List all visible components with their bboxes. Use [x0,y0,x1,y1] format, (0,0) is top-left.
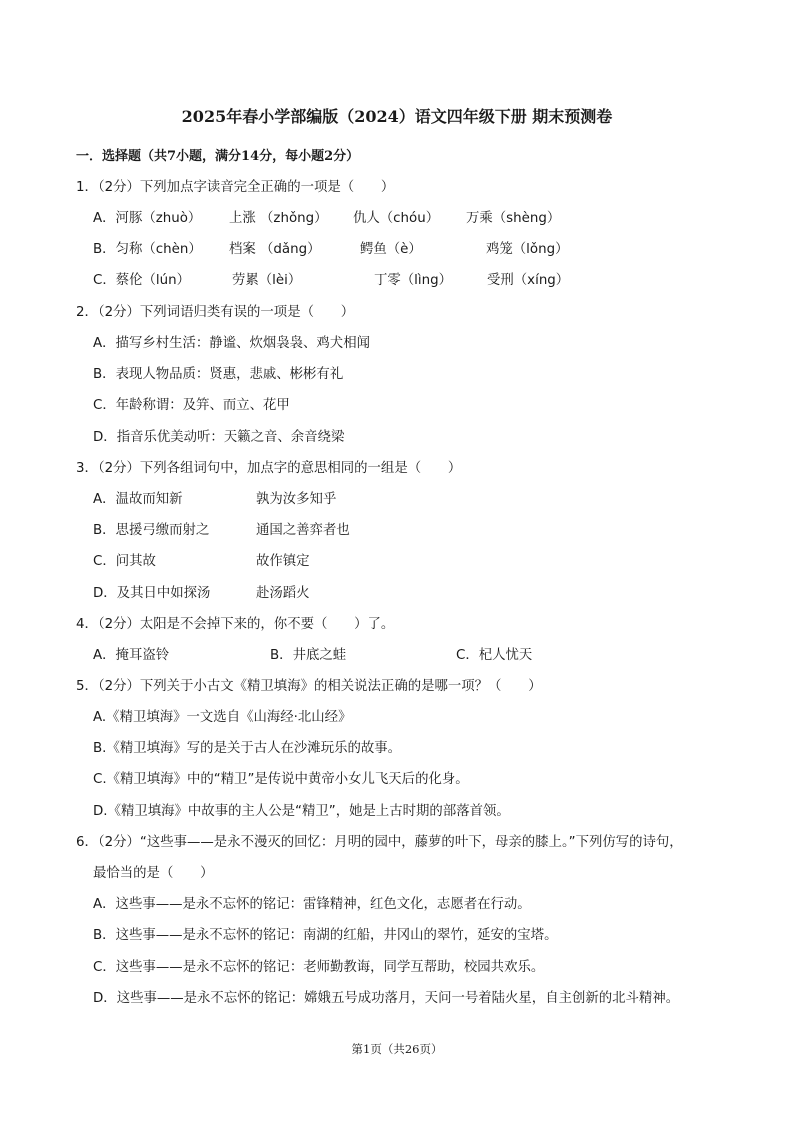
q3-option-b-2: 通国之善弈者也 [256,523,350,538]
q3-option-d-2: 赴汤蹈火 [256,586,310,601]
q4-option-a: A．掩耳盗铃 [93,648,170,663]
q3-option-a-2: 孰为汝多知乎 [256,492,337,507]
q3-option-a-1: A．温故而知新 [93,492,183,507]
q4-option-c: C．杞人忧天 [456,648,533,663]
question-4-stem: 4．（2分）太阳是不会掉下来的，你不要（ ）了。 [76,617,395,632]
question-2-stem: 2．（2分）下列词语归类有误的一项是（ ） [76,305,355,320]
q1-option-a-4: 万乘（shèng） [466,211,561,226]
q5-option-c: C.《精卫填海》中的“精卫”是传说中黄帝小女儿飞天后的化身。 [93,772,469,787]
section-heading: 一．选择题（共7小题，满分14分，每小题2分） [76,149,360,164]
q1-option-c-2: 劳累（lèi） [232,273,302,288]
question-1-stem: 1．（2分）下列加点字读音完全正确的一项是（ ） [76,180,395,195]
q2-option-a: A．描写乡村生活：静谧、炊烟袅袅、鸡犬相闻 [93,336,370,351]
q6-option-c: C．这些事——是永不忘怀的铭记：老师勤教诲，同学互帮助，校园共欢乐。 [93,960,545,975]
question-6-stem-cont: 最恰当的是（ ） [93,866,214,881]
q6-option-a: A．这些事——是永不忘怀的铭记：雷锋精神，红色文化，志愿者在行动。 [93,897,531,912]
question-3-stem: 3．（2分）下列各组词句中，加点字的意思相同的一组是（ ） [76,461,462,476]
q4-option-b: B．井底之蛙 [270,648,347,663]
q3-option-b-1: B．思援弓缴而射之 [93,523,210,538]
q2-option-d: D．指音乐优美动听：天籁之音、余音绕梁 [93,430,345,445]
q5-option-d: D.《精卫填海》中故事的主人公是“精卫”，她是上古时期的部落首领。 [93,804,510,819]
question-5-stem: 5．（2分）下列关于小古文《精卫填海》的相关说法正确的是哪一项？（ ） [76,679,542,694]
q1-option-b-4: 鸡笼（lǒng） [486,242,569,257]
q1-option-a-2: 上涨 （zhǒng） [229,211,328,226]
q1-option-a-1: A．河豚（zhuò） [93,211,202,226]
q5-option-b: B.《精卫填海》写的是关于古人在沙滩玩乐的故事。 [93,741,402,756]
q2-option-b: B．表现人物品质：贤惠，悲戚、彬彬有礼 [93,367,344,382]
q6-option-d: D．这些事——是永不忘怀的铭记：嫦娥五号成功落月，天问一号着陆火星，自主创新的北斗精神。 [93,991,680,1006]
page-footer: 第1页（共26页） [351,1042,443,1056]
q3-option-c-1: C．问其故 [93,554,156,569]
q1-option-b-2: 档案 （dǎng） [229,242,321,257]
q1-option-c-3: 丁零（lìng） [374,273,452,288]
q3-option-c-2: 故作镇定 [256,554,310,569]
q1-option-c-4: 受刑（xíng） [487,273,570,288]
q1-option-a-3: 仇人（chóu） [353,211,440,226]
q1-option-b-3: 鳄鱼（è） [360,242,422,257]
q3-option-d-1: D．及其日中如探汤 [93,586,211,601]
page-title: 2025年春小学部编版（2024）语文四年级下册 期末预测卷 [181,107,613,126]
q6-option-b: B．这些事——是永不忘怀的铭记：南湖的红船，井冈山的翠竹，延安的宝塔。 [93,928,558,943]
question-6-stem: 6．（2分）“这些事——是永不漫灭的回忆：月明的园中，藤萝的叶下，母亲的膝上。”下列仿写的诗句， [76,835,683,850]
q5-option-a: A.《精卫填海》一文选自《山海经·北山经》 [93,710,352,725]
q2-option-c: C．年龄称谓：及笄、而立、花甲 [93,398,290,413]
q1-option-c-1: C．蔡伦（lún） [93,273,190,288]
q1-option-b-1: B．匀称（chèn） [93,242,202,257]
